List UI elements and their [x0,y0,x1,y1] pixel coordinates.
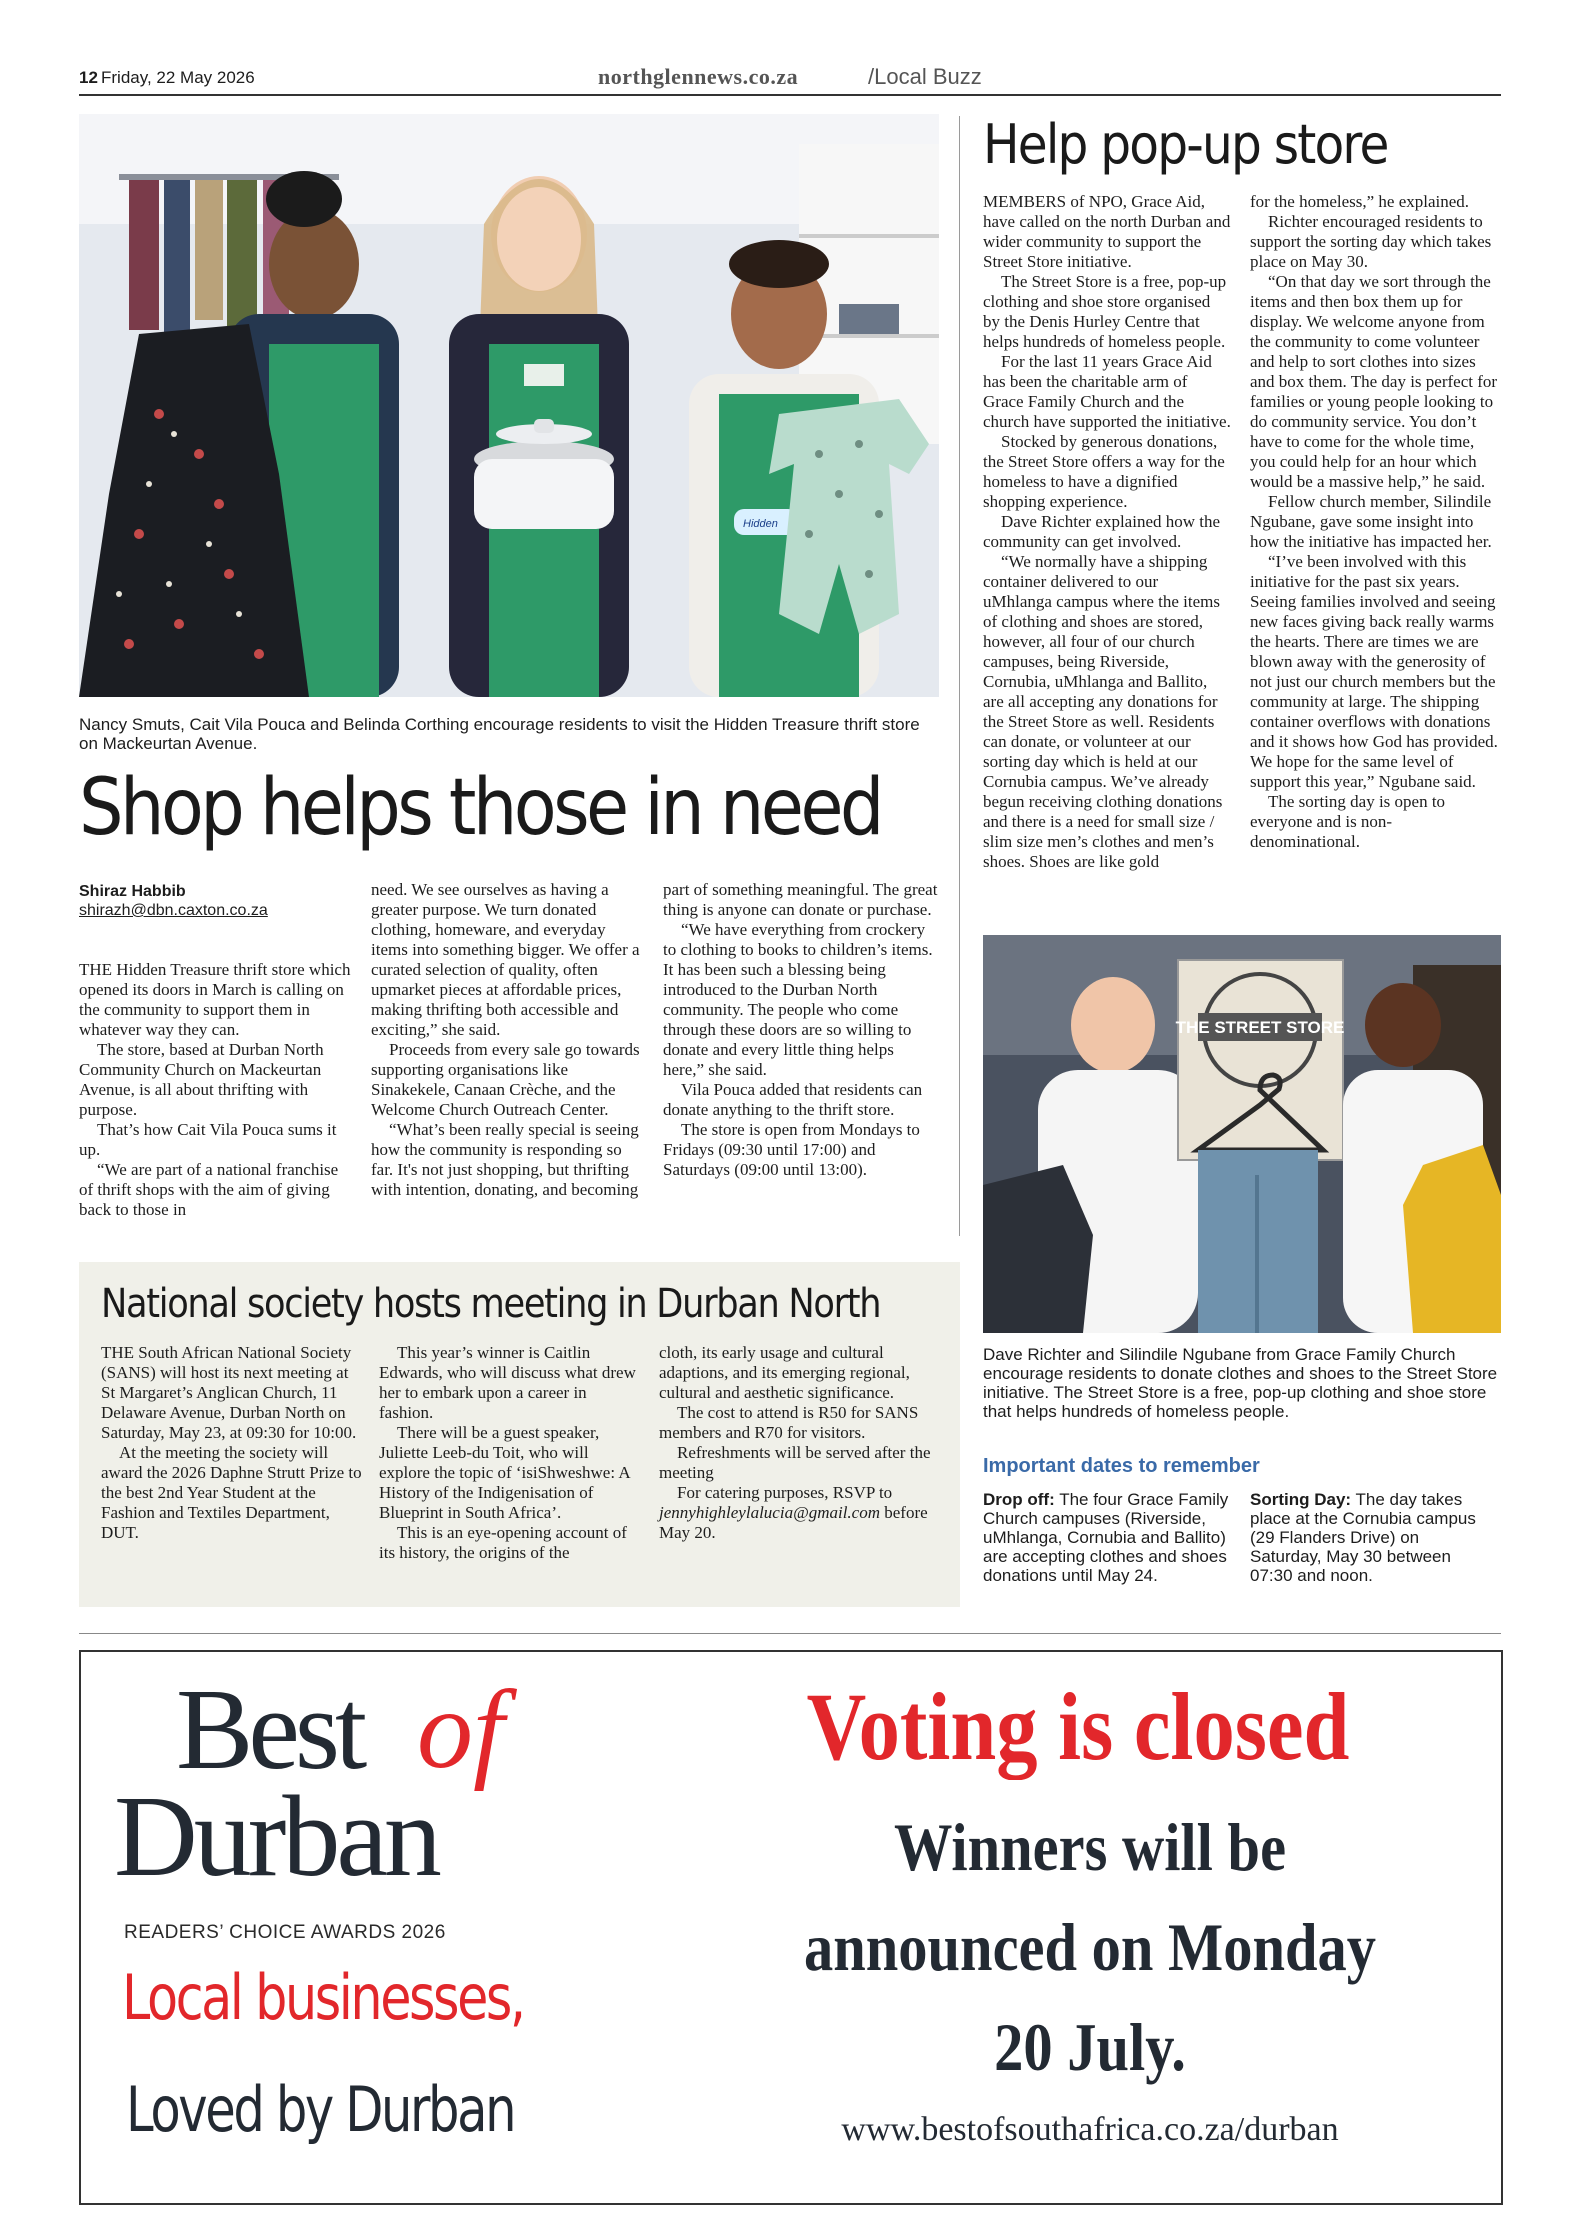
paragraph: “On that day we sort through the items and then box them up for display. We welcome anyone from the community to come volunteer and help to sort clothes into sizes and box them. The day is perfect for families or young people looking to do community service. You don’t have to come for the whole time, you could help for an hour which would be a massive help,” he said. [1250,272,1498,491]
paragraph: Vila Pouca added that residents can donate anything to the thrift store. [663,1080,923,1119]
paragraph: The Street Store is a free, pop-up clothing and shoe store organised by the Denis Hurley Centre that helps hundreds of homeless people. [983,272,1227,351]
paragraph: need. We see ourselves as having a greater purpose. We turn donated clothing, homeware, and everyday items into something bigger. We offer a curated selection of quality, often upmarket pieces at affordable prices, making thrifting both accessible and exciting,” she said. [371,880,640,1039]
issue-date: Friday, 22 May 2026 [101,68,255,87]
thrift-photo-caption: Nancy Smuts, Cait Vila Pouca and Belinda Corthing encourage residents to visit the Hidden Treasure thrift store on Mackeurtan Avenue. [79,715,920,753]
popup-column-1 [983,192,1231,872]
ad-readers-choice: READERS’ CHOICE AWARDS 2026 [124,1922,446,1943]
thrift-store-photo [79,114,939,697]
section-rule [79,1633,1501,1634]
paragraph: “What’s been really special is seeing how the community is responding so far. It's not just shopping, but thrifting with intention, donating, and becoming [371,1120,639,1199]
popup-column-2 [1250,192,1501,852]
site-name: northglennews.co.za [598,64,799,89]
author-name: Shiraz Habbib [79,883,186,900]
street-store-caption: Dave Richter and Silindile Ngubane from Grace Family Church encourage residents to donate clothes and shoes to the Street Store initiative. The Street Store is a free, pop-up clothing and shoe store that helps hundreds of homeless people. [983,1345,1498,1421]
paragraph: At the meeting the society will award the 2026 Daphne Strutt Prize to the best 2nd Year Student at the Fashion and Textiles Department, DUT. [101,1443,362,1542]
street-store-photo [983,935,1501,1333]
ad-winners-line: Winners will be [893,1809,1287,1885]
paragraph: This year’s winner is Caitlin Edwards, who will discuss what drew her to embark upon a career in fashion. [379,1343,636,1422]
paragraph: cloth, its early usage and cultural adaptions, and its emerging regional, cultural and aesthetic significance. [659,1343,910,1402]
header-rule [79,94,1501,96]
shop-column-2 [371,880,643,1200]
column-divider [959,116,960,1236]
paragraph: “I’ve been involved with this initiative for the past six years. Seeing families involved and seeing new faces giving back really warms the hearts. There are times we are blown away with the generosity of not just our church members but the community at large. The shipping container overflows with donations and it shows how God has provided. We hope for the same level of support this year,” Ngubane said. [1250,552,1498,791]
ad-winners-line: 20 July. [994,2009,1186,2085]
ad-logo-best: Best [176,1666,363,1794]
paragraph: “We have everything from crockery to clothing to books to children’s items. It has been such a blessing being introduced to the Durban North community. The people who come through these doors are so willing to donate and every little thing helps here,” she said. [663,920,933,1079]
paragraph: “We are part of a national franchise of thrift shops with the aim of giving back to those in [79,1160,339,1219]
sans-column-2 [379,1343,641,1563]
page-number: 12 [79,68,98,87]
paragraph: Richter encouraged residents to support the sorting day which takes place on May 30. [1250,212,1492,271]
shop-column-1 [79,960,351,1220]
paragraph: Dave Richter explained how the community can get involved. [983,512,1221,551]
ad-local-businesses: Local businesses, [122,1961,524,2034]
important-dates-title: Important dates to remember [983,1455,1260,1477]
street-store-sign-text: THE STREET STORE [1175,1018,1345,1037]
ad-voting-closed: Voting is closed [806,1673,1350,1780]
paragraph: The store, based at Durban North Community Church on Mackeurtan Avenue, is all about thrifting with purpose. [79,1040,324,1119]
ad-logo-durban: Durban [114,1773,438,1901]
author-email-link[interactable]: shirazh@dbn.caxton.co.za [79,902,268,919]
paragraph: THE Hidden Treasure thrift store which opened its doors in March is calling on the community to support them in whatever way they can. [79,960,351,1039]
paragraph: The store is open from Mondays to Fridays (09:30 until 17:00) and Saturdays (09:00 until 13:00). [663,1120,920,1179]
paragraph: For the last 11 years Grace Aid has been the charitable arm of Grace Family Church and the church have supported the initiative. [983,352,1231,431]
sorting-text: The day takes place at the Cornubia campus (29 Flanders Drive) on Saturday, May 30 between 07:30 and noon. [1250,1490,1476,1585]
paragraph: The cost to attend is R50 for SANS members and R70 for visitors. [659,1403,919,1442]
paragraph: THE South African National Society (SANS) will host its next meeting at St Margaret’s Anglican Church, 11 Delaware Avenue, Durban North on Saturday, May 23, at 09:30 for 10:00. [101,1343,357,1442]
paragraph: Proceeds from every sale go towards supporting organisations like Sinakekele, Canaan Crèche, and the Welcome Church Outreach Center. [371,1040,640,1119]
paragraph: This is an eye-opening account of its history, the origins of the [379,1523,627,1562]
ad-logo-of: of [417,1668,505,1792]
popup-headline: Help pop-up store [983,113,1388,176]
paragraph: “We normally have a shipping container delivered to our uMhlanga campus where the items of clothing and shoes are stored, however, all four of our church campuses, being Riverside, Cornubia, uMhlanga and Ballito, are all accepting any donations for the Street Store as well. Residents can donate, or volunteer at our sorting day which is held at our Cornubia campus. We’ve already begun receiving clothing donations and there is a need for small size / slim size men’s clothes and men’s shoes. Shoes are like gold [983,552,1223,871]
sans-column-1 [101,1343,363,1543]
shop-column-3 [663,880,939,1180]
section-name: /Local Buzz [868,64,982,89]
sans-headline: National society hosts meeting in Durban North [101,1281,881,1327]
paragraph: MEMBERS of NPO, Grace Aid, have called on the north Durban and wider community to support the Street Store initiative. [983,192,1231,271]
paragraph: part of something meaningful. The great thing is anyone can donate or purchase. [663,880,938,919]
ad-loved-by-durban: Loved by Durban [126,2073,515,2146]
paragraph: The sorting day is open to everyone and is non-denominational. [1250,792,1446,851]
sorting-label: Sorting Day: [1250,1490,1352,1509]
rsvp-paragraph [659,1483,949,1543]
paragraph: Stocked by generous donations, the Street Store offers a way for the homeless to have a dignified shopping experience. [983,432,1225,511]
dropoff-text: The four Grace Family Church campuses (Riverside, uMhlanga, Cornubia and Ballito) are accepting clothes and shoes donations until May 24. [983,1490,1229,1585]
paragraph: Refreshments will be served after the meeting [659,1443,931,1482]
dropoff-info [983,1490,1233,1585]
ad-winners-line: announced on Monday [804,1909,1376,1985]
paragraph: There will be a guest speaker, Juliette Leeb-du Toit, who will explore the topic of ‘isiShweshwe: A History of the Indigenisation of Blueprint in South Africa’. [379,1423,630,1522]
sans-column-3 [659,1343,949,1543]
paragraph: Fellow church member, Silindile Ngubane, gave some insight into how the initiative has impacted her. [1250,492,1492,551]
rsvp-suffix: before May 20. [659,1503,928,1542]
paragraph: for the homeless,” he explained. [1250,192,1470,211]
dropoff-label: Drop off: [983,1490,1055,1509]
rsvp-prefix: For catering purposes, RSVP to [677,1483,893,1502]
rsvp-email-link[interactable]: jennyhighleylalucia@gmail.com [659,1503,880,1522]
ad-winners-announcement [712,1797,1469,2097]
sorting-day-info [1250,1490,1490,1585]
svg-text:Hidden: Hidden [743,518,778,530]
shop-headline: Shop helps those in need [79,763,881,853]
paragraph: That’s how Cait Vila Pouca sums it up. [79,1120,337,1159]
ad-url-link[interactable]: www.bestofsouthafrica.co.za/durban [841,2111,1339,2148]
